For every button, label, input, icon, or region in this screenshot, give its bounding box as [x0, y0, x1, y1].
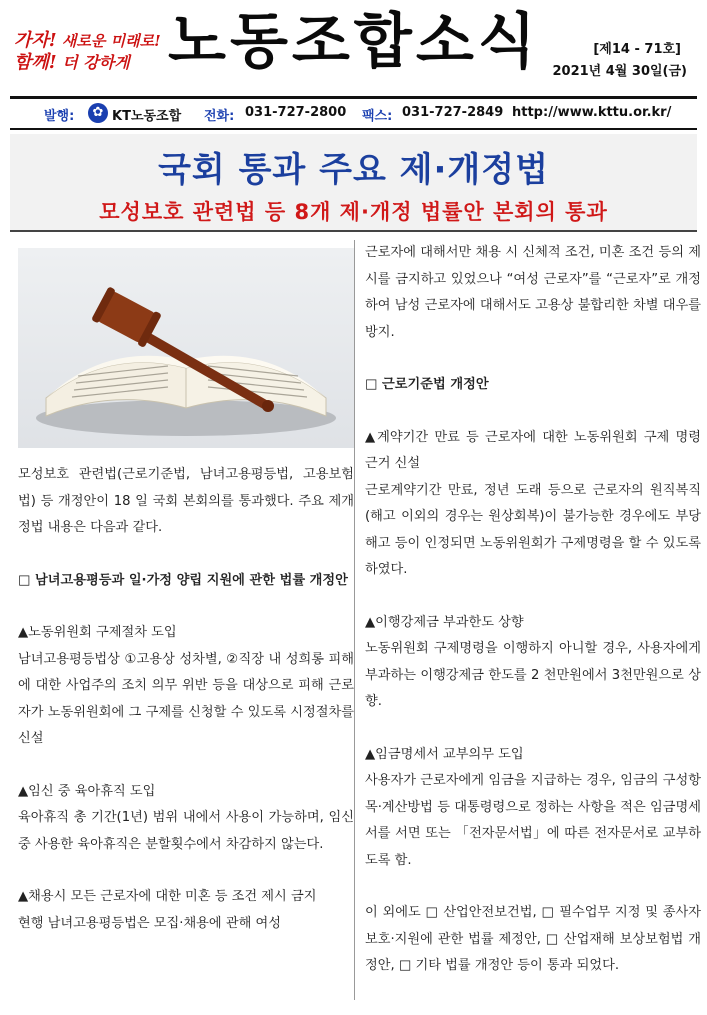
slogan	[14, 30, 161, 74]
item-title-pregnancy-leave: ▲임신 중 육아휴직 도입	[18, 783, 156, 799]
kt-flower-icon: ✿	[88, 103, 108, 123]
left-column	[18, 240, 354, 937]
section-title-gender-equality: □ 남녀고용평등과 일·가정 양립 지원에 관한 법률 개정안	[18, 572, 348, 588]
issue-date: 2021년 4월 30일(금)	[552, 64, 687, 79]
section-title-labor-standards: □ 근로기준법 개정안	[365, 377, 489, 392]
top-rule	[10, 96, 697, 99]
closing-paragraph: 이 외에도 □ 산업안전보건법, □ 필수업무 지정 및 종사자 보호·지원에 관한 법률 제정안, □ 산업재해 보상보험법 개정안, □ 기타 법률 개정안 등이 통과 되었다.	[365, 905, 701, 973]
item-body-pregnancy-leave: 육아휴직 총 기간(1년) 범위 내에서 사용이 가능하며, 임신 중 사용한 육아휴직은 분할횟수에서 차감하지 않는다.	[18, 810, 354, 852]
item-body-hiring-conditions-part1: 현행 남녀고용평등법은 모집·채용에 관해 여성	[18, 915, 282, 931]
item-title-hiring-conditions: ▲채용시 모든 근로자에 대한 미혼 등 조건 제시 금지	[18, 889, 317, 904]
phone-number: 031-727-2800	[245, 105, 347, 120]
item-body-penalty-cap: 노동위원회 구제명령을 이행하지 아니할 경우, 사용자에게 부과하는 이행강제금 한도를 2 천만원에서 3천만원으로 상향.	[365, 641, 701, 709]
item-body-hiring-conditions-part2: 근로자에 대해서만 채용 시 신체적 조건, 미혼 조건 등의 제시를 금지하고 있었으나 “여성 근로자”를 “근로자”로 개정하여 남성 근로자에 대해서도 고용상 불합리한 차별 대우를 방지.	[365, 245, 701, 340]
item-title-payslip: ▲임금명세서 교부의무 도입	[365, 746, 524, 762]
right-column	[365, 240, 701, 980]
publisher-label: 발행:	[44, 109, 75, 124]
slogan-line2-a: 함께!	[14, 52, 57, 73]
headline: 국회 통과 주요 제·개정법	[158, 150, 549, 190]
phone-label: 전화:	[204, 109, 235, 124]
item-body-remedy-order: 근로계약기간 만료, 정년 도래 등으로 근로자의 원직복직(해고 이외의 경우는 원상회복)이 불가능한 경우에도 부당해고 등이 인정되면 노동위원회가 구제명령을 할 수 있도록 하였다.	[365, 482, 701, 577]
headline-box	[10, 134, 697, 232]
fax-label: 팩스:	[362, 109, 393, 124]
item-body-labor-commission: 남녀고용평등법상 ①고용상 성차별, ②직장 내 성희롱 피해에 대한 사업주의 조치 의무 위반 등을 대상으로 피해 근로자가 노동위원회에 그 구제를 신청할 수 있도록 시정절차를 신설	[18, 651, 354, 746]
slogan-line2-b: 더 강하게	[62, 53, 130, 72]
slogan-line1-b: 새로운 미래로!	[61, 32, 161, 50]
item-title-remedy-order: ▲계약기간 만료 등 근로자에 대한 노동위원회 구제 명령 근거 신설	[365, 429, 701, 471]
gavel-on-book-photo	[18, 248, 354, 448]
issue-number: [제14 - 71호]	[593, 42, 681, 57]
item-title-labor-commission: ▲노동위원회 구제절차 도입	[18, 625, 177, 640]
publisher-bar	[0, 102, 707, 126]
publisher-name: KT노동조합	[112, 109, 182, 124]
masthead	[0, 0, 707, 92]
fax-number: 031-727-2849	[402, 105, 504, 120]
newsletter-title: 노동조합소식	[168, 7, 540, 77]
intro-paragraph: 모성보호 관련법(근로기준법, 남녀고용평등법, 고용보험법) 등 개정안이 18 일 국회 본회의를 통과했다. 주요 제개정법 내용은 다음과 같다.	[18, 467, 354, 535]
column-divider	[354, 240, 355, 1000]
item-title-penalty-cap: ▲이행강제금 부과한도 상향	[365, 614, 524, 630]
bottom-rule	[10, 128, 697, 130]
subheadline: 모성보호 관련법 등 8개 제·개정 법률안 본회의 통과	[99, 200, 608, 224]
slogan-line1-a: 가자!	[14, 30, 57, 51]
website-link[interactable]: http://www.kttu.or.kr/	[512, 105, 672, 120]
item-body-payslip: 사용자가 근로자에게 임금을 지급하는 경우, 임금의 구성항목·계산방법 등 대통령령으로 정하는 사항을 적은 임금명세서를 서면 또는 「전자문서법」에 따른 전자문서로 교부하도록 함.	[365, 773, 701, 868]
